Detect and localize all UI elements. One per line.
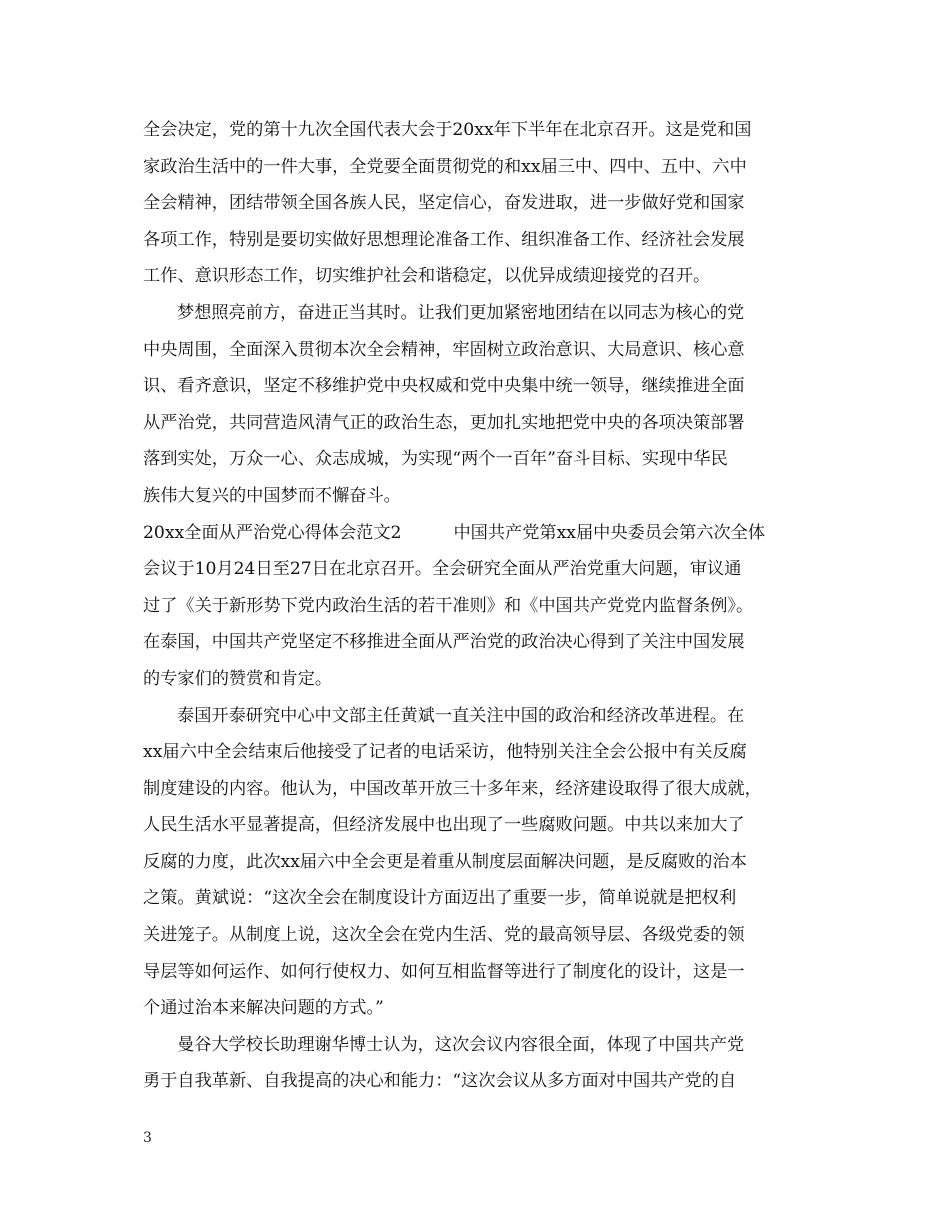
text-line: 导层等如何运作、如何行使权力、如何互相监督等进行了制度化的设计，这是一 [143, 961, 745, 982]
text-line: 会议于10月24日至27日在北京召开。全会研究全面从严治党重大问题，审议通 [143, 559, 742, 580]
text-line: 过了《关于新形势下党内政治生活的若干准则》和《中国共产党党内监督条例》。 [143, 595, 754, 616]
text-line: 各项工作，特别是要切实做好思想理论准备工作、组织准备工作、经济社会发展 [143, 229, 745, 250]
section-text-start: 中国共产党第xx届中央委员会第六次全体 [453, 522, 766, 543]
section-heading: 20xx全面从严治党心得体会范文2 [143, 522, 402, 543]
text-line: xx届六中全会结束后他接受了记者的电话采访，他特别关注全会公报中有关反腐 [143, 742, 747, 763]
text-line: 关进笼子。从制度上说，这次全会在党内生活、党的最高领导层、各级党委的领 [143, 925, 745, 946]
text-line: 识、看齐意识，坚定不移维护党中央权威和党中央集中统一领导，继续推进全面 [143, 376, 745, 397]
text-line: 反腐的力度，此次xx届六中全会更是着重从制度层面解决问题，是反腐败的治本 [143, 851, 747, 872]
text-line: 的专家们的赞赏和肯定。 [143, 668, 333, 689]
text-line: 个通过治本来解决问题的方式。” [143, 998, 384, 1019]
text-line: 工作、意识形态工作，切实维护社会和谐稳定，以优异成绩迎接党的召开。 [143, 266, 711, 287]
text-line: 中央周围，全面深入贯彻本次全会精神，牢固树立政治意识、大局意识、核心意 [143, 339, 745, 360]
text-line: 勇于自我革新、自我提高的决心和能力：“这次会议从多方面对中国共产党的自 [143, 1071, 737, 1092]
text-line: 从严治党，共同营造风清气正的政治生态，更加扎实地把党中央的各项决策部署 [143, 412, 745, 433]
section-heading-line [143, 515, 815, 552]
text-line: 在泰国，中国共产党坚定不移推进全面从严治党的政治决心得到了关注中国发展 [143, 632, 745, 653]
text-line: 全会决定，党的第十九次全国代表大会于20xx年下半年在北京召开。这是党和国 [143, 120, 752, 140]
page-number: 3 [143, 1130, 152, 1146]
text-line: 全会精神，团结带领全国各族人民，坚定信心，奋发进取，进一步做好党和国家 [143, 193, 745, 214]
text-line: 制度建设的内容。他认为，中国改革开放三十多年来，经济建设取得了很大成就， [143, 778, 762, 799]
text-line: 族伟大复兴的中国梦而不懈奋斗。 [143, 485, 401, 506]
paragraph-start-line: 曼谷大学校长助理谢华博士认为，这次会议内容很全面，体现了中国共产党 [177, 1034, 745, 1055]
paragraph-start-line: 梦想照亮前方，奋进正当其时。让我们更加紧密地团结在以同志为核心的党 [177, 302, 745, 323]
text-line: 家政治生活中的一件大事，全党要全面贯彻党的和xx届三中、四中、五中、六中 [143, 156, 747, 177]
document-body [143, 112, 815, 1100]
text-line: 之策。黄斌说：“这次全会在制度设计方面迈出了重要一步，简单说就是把权利 [143, 888, 737, 909]
paragraph-start-line: 泰国开泰研究中心中文部主任黄斌一直关注中国的政治和经济改革进程。在 [177, 705, 745, 726]
text-line: 落到实处，万众一心、众志成城，为实现“两个一百年”奋斗目标、实现中华民 [143, 449, 728, 470]
text-line: 人民生活水平显著提高，但经济发展中也出现了一些腐败问题。中共以来加大了 [143, 815, 745, 836]
